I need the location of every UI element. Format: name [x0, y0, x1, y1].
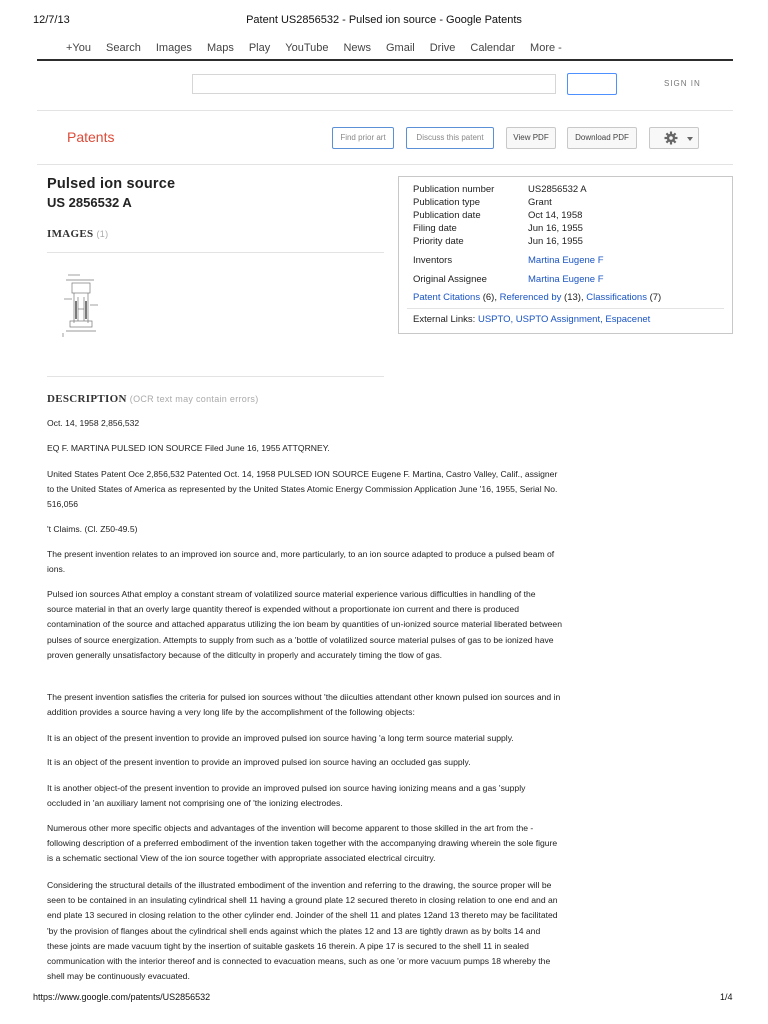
info-divider [407, 308, 724, 309]
publication-type-value: Grant [528, 197, 552, 208]
gbar-maps[interactable]: Maps [206, 42, 234, 54]
gbar-news[interactable]: News [343, 42, 371, 54]
description-paragraph: Considering the structural details of the illustrated embodiment of the invention and referring to the drawing, the source proper will be seen to be contained in an insulating cylindrical shell 11 having a ground plate 12 secured thereto in closing relation to one end and an end plate 13 secured in closing relation to the other cylinder end. Joinder of the shell 11 and plates 12and 13 thereto may be facilitated 'by the provision of flanges about the cylindrical shell ends against which the plates 12 and 13 are tightly drawn as by bolts 14 and these joints are made vacuum tight by the insertion of suitable gaskets 16 therein. A pipe 17 is secured to the shell 11 in sealed communication with the interior thereof and is connected to evacuation means, such as one 'or more vacuum pumps 18 whereby the shell may be continuously evacuated. [47, 880, 558, 982]
print-title: Patent US2856532 - Pulsed ion source - Google Patents [246, 14, 522, 26]
uspto-link[interactable]: USPTO, [477, 314, 514, 325]
description-paragraph: It is another object-of the present invention to provide an improved pulsed ion source having ionizing means and a gas 'supply occluded in 'an auxiliary lament not comprising one of 'the ionizing electrodes. [47, 783, 526, 809]
publication-type-label: Publication type [413, 197, 481, 208]
inventor-link[interactable]: Martina Eugene F [528, 255, 604, 266]
search-button[interactable] [567, 73, 617, 95]
patent-citations-count: (6), [482, 292, 497, 303]
assignee-link[interactable]: Martina Eugene F [528, 274, 604, 285]
gbar-you[interactable]: +You [66, 42, 91, 54]
publication-number-label: Publication number [413, 184, 495, 195]
filing-date-value: Jun 16, 1955 [528, 223, 583, 234]
gbar-drive[interactable]: Drive [429, 42, 456, 54]
images-count: (1) [96, 229, 109, 239]
description-paragraph: The present invention relates to an improved ion source and, more particularly, to an ion source adapted to produce a pulsed beam of ions. [47, 549, 555, 575]
publication-number-value: US2856532 A [528, 184, 587, 195]
priority-date-value: Jun 16, 1955 [528, 236, 583, 247]
print-footer-url: https://www.google.com/patents/US2856532 [33, 992, 211, 1002]
external-links-label: External Links: [413, 314, 476, 325]
description-divider [47, 376, 384, 377]
uspto-assignment-link[interactable]: USPTO Assignment, [515, 314, 603, 325]
images-divider [47, 252, 384, 253]
description-note: (OCR text may contain errors) [129, 394, 259, 404]
description-paragraph: United States Patent Oce 2,856,532 Patented Oct. 14, 1958 PULSED ION SOURCE Eugene F. Martina, Castro Valley, Calif., assigner to the United States of America as represented by the United States Atomic Energy Commission Application June '16, 1955, Serial No. 516,056 [47, 469, 558, 510]
gbar-images[interactable]: Images [155, 42, 192, 54]
classifications-link[interactable]: Classifications [586, 292, 647, 303]
find-prior-art-button[interactable]: Find prior art [332, 127, 394, 149]
toolbar-divider [37, 164, 733, 165]
description-paragraph: EQ F. MARTINA PULSED ION SOURCE Filed June 16, 1955 ATTQRNEY. [47, 443, 330, 453]
header-divider [37, 110, 733, 111]
description-heading [47, 393, 259, 405]
settings-button[interactable] [649, 127, 699, 149]
description-paragraph: Oct. 14, 1958 2,856,532 [47, 418, 140, 428]
inventors-label: Inventors [413, 255, 453, 266]
gbar-play[interactable]: Play [248, 42, 271, 54]
patents-logo[interactable]: Patents [67, 129, 115, 145]
patent-citations-link[interactable]: Patent Citations [413, 292, 481, 303]
gbar-youtube[interactable]: YouTube [285, 42, 329, 54]
external-links [413, 314, 650, 325]
view-pdf-button[interactable]: View PDF [506, 127, 556, 149]
chevron-down-icon [687, 137, 693, 141]
patent-number: US 2856532 A [47, 195, 132, 210]
priority-date-label: Priority date [413, 236, 464, 247]
description-paragraph: It is an object of the present invention to provide an improved pulsed ion source having 'a long term source material supply. [47, 733, 514, 743]
discuss-patent-button[interactable]: Discuss this patent [406, 127, 494, 149]
images-label: IMAGES [47, 228, 94, 240]
filing-date-label: Filing date [413, 223, 457, 234]
description-paragraph: Numerous other more specific objects and advantages of the invention will become apparent to those skilled in the art from the -following description of a preferred embodiment of the invention taken together with the accompanying drawing wherein the sole figure is a schematic sectional View of the ion source together with appropriate associated electrical circuitry. [47, 823, 558, 864]
search-input[interactable] [192, 74, 556, 94]
patent-drawing-thumbnail[interactable] [60, 271, 102, 341]
gbar-gmail[interactable]: Gmail [386, 42, 415, 54]
description-paragraph: 't Claims. (Cl. Z50-49.5) [47, 524, 138, 534]
gbar-divider [37, 59, 733, 61]
referenced-by-count: (13), [564, 292, 584, 303]
images-heading [47, 228, 108, 240]
description-paragraph: The present invention satisfies the criteria for pulsed ion sources without 'the diiculties attendant other known pulsed ion sources and in addition provides a source having a very long life by the accomplishment of the following objects: [47, 692, 561, 718]
assignee-label: Original Assignee [413, 274, 487, 285]
print-date: 12/7/13 [33, 14, 70, 26]
gbar-more[interactable]: More - [530, 42, 562, 54]
espacenet-link[interactable]: Espacenet [605, 314, 651, 325]
print-page-number: 1/4 [720, 992, 733, 1002]
description-paragraph: Pulsed ion sources Athat employ a constant stream of volatilized source material experience various difficulties in handling of the source material in that an overly large quantity thereof is expended without a proportionate ion current and there is produced contamination of the source and attached apparatus utilizing the ion beam by quantities of un-ionized source material liberated between pulses of source energization. Attempts to supply from such as a 'bottle of volatilized source material pulses of gas to be ionized have proven generally unsatisfactory because of the ditlculty in properly and accurately timing the tlow of gas. [47, 589, 562, 660]
sign-in-link[interactable]: SIGN IN [664, 79, 701, 88]
referenced-by-link[interactable]: Referenced by [499, 292, 562, 303]
gear-icon [664, 131, 678, 145]
patent-title: Pulsed ion source [47, 176, 176, 192]
patent-info-panel [398, 176, 733, 334]
download-pdf-button[interactable]: Download PDF [567, 127, 637, 149]
description-paragraph: It is an object of the present invention to provide an improved pulsed ion source having an occluded gas supply. [47, 757, 471, 767]
publication-date-label: Publication date [413, 210, 481, 221]
google-bar [66, 42, 577, 54]
gbar-calendar[interactable]: Calendar [470, 42, 516, 54]
description-label: DESCRIPTION [47, 393, 127, 405]
gbar-search[interactable]: Search [106, 42, 141, 54]
classifications-count: (7) [649, 292, 662, 303]
publication-date-value: Oct 14, 1958 [528, 210, 583, 221]
citation-links [413, 292, 661, 303]
